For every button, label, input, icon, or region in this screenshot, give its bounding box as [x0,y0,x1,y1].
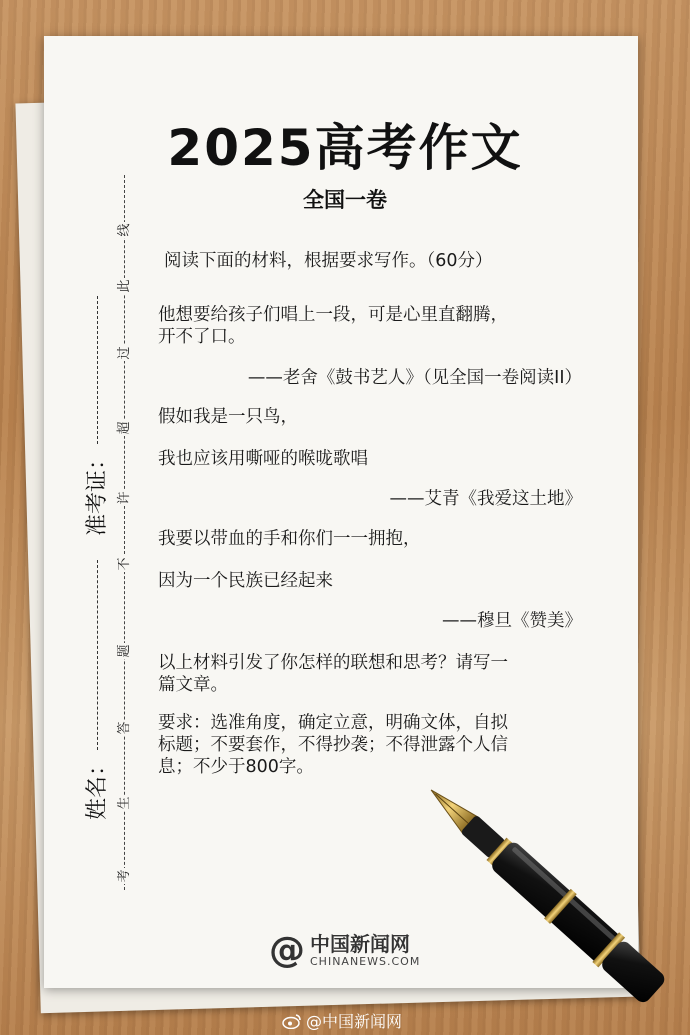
logo-text [310,933,420,969]
quote1-line2: 开不了口。 [158,327,246,347]
binding-char: 超 [117,421,132,435]
binding-char: 许 [117,491,132,505]
prompt-line1: 以上材料引发了你怎样的联想和思考？请写一 [158,653,508,673]
binding-char: 答 [117,721,132,735]
quote3-line2: 因为一个民族已经起来 [158,571,333,591]
fountain-pen-icon [410,760,690,1035]
exam-id-label: 准考证： [85,447,110,536]
requirements-line2: 标题；不要套作，不得抄袭；不得泄露个人信 [158,735,508,755]
binding-char: 过 [117,346,132,360]
binding-char: 题 [117,644,132,658]
exam-id-line [97,296,98,444]
prompt-line2: 篇文章。 [158,675,228,695]
name-label: 姓名： [85,753,110,820]
instruction-text: 阅读下面的材料，根据要求写作。（60分） [164,251,493,271]
weibo-watermark-text: @中国新闻网 [306,1012,403,1031]
quote3-source: ——穆旦《赞美》 [442,611,582,631]
chinanews-logo [268,932,420,970]
quote1-source: ——老舍《鼓书艺人》（见全国一卷阅读II） [247,368,582,388]
requirements-line1: 要求：选准角度，确定立意，明确文体，自拟 [158,713,508,733]
quote2-line2: 我也应该用嘶哑的喉咙歌唱 [158,449,368,469]
page-title: 2025高考作文 [167,119,523,177]
name-line [97,560,98,750]
page-subtitle: 全国一卷 [303,188,387,212]
logo-at-symbol: @ [269,930,305,971]
binding-char: 考 [117,869,132,883]
logo-name-cn: 中国新闻网 [310,932,410,956]
logo-name-en: CHINANEWS.COM [310,955,421,968]
binding-char: 线 [117,223,132,237]
weibo-watermark [282,1009,402,1032]
quote2-line1: 假如我是一只鸟， [158,407,298,427]
binding-char: 生 [117,796,132,810]
quote1-line1: 他想要给孩子们唱上一段，可是心里直翻腾， [158,305,508,325]
quote2-source: ——艾青《我爱这土地》 [389,489,582,509]
binding-char: 不 [117,557,132,571]
binding-char: 此 [117,279,132,293]
requirements-line3: 息；不少于800字。 [158,757,314,777]
weibo-icon [282,1013,302,1029]
quote3-line1: 我要以带血的手和你们一一拥抱， [158,529,421,549]
